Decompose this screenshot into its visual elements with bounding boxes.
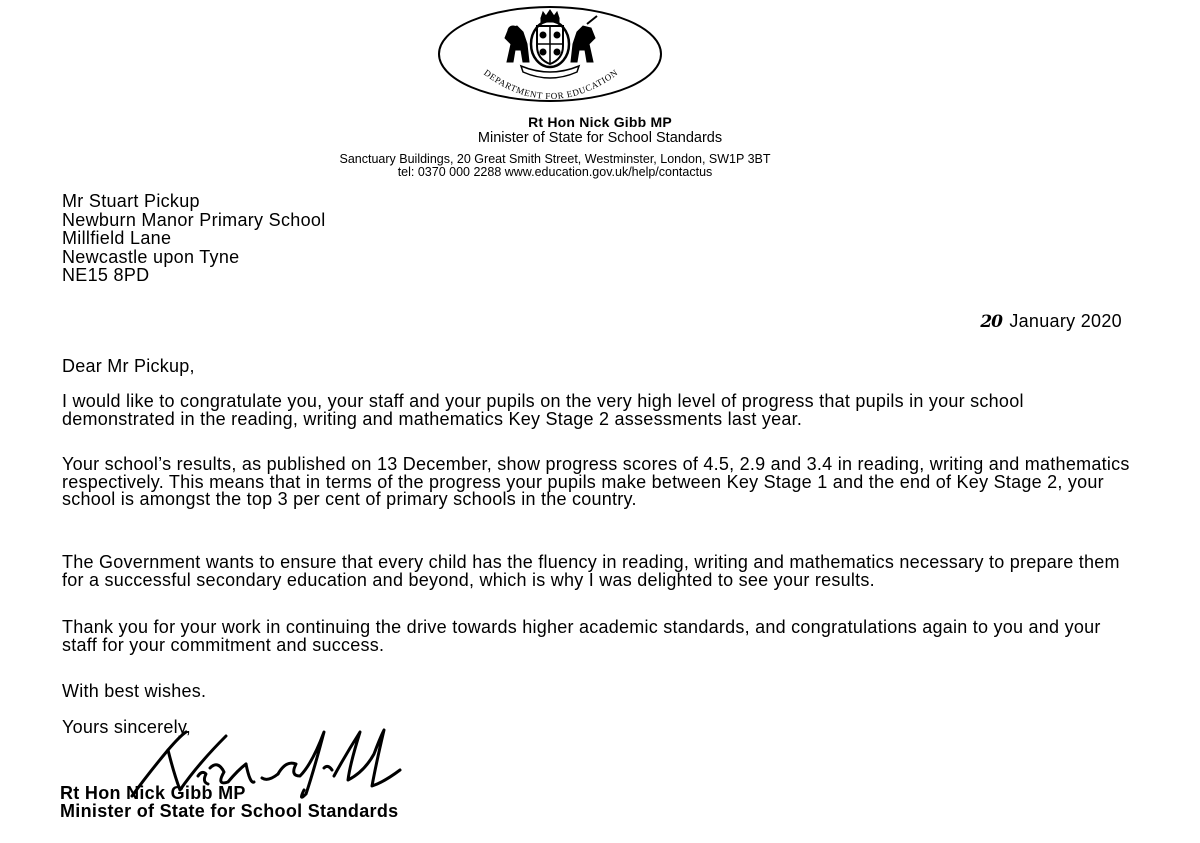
letter-date xyxy=(980,311,1122,332)
letterhead-contact-line: tel: 0370 000 2288 www.education.gov.uk/help/contactus xyxy=(397,165,713,179)
signature-role: Minister of State for School Standards xyxy=(60,801,399,821)
letter-paragraph: I would like to congratulate you, your staff and your pupils on the very high level of progress that pupils in your school demonstrated in the reading, writing and mathematics Key Stage 2 assessments last year. xyxy=(62,391,1024,429)
signature-name: Rt Hon Nick Gibb MP xyxy=(60,783,246,803)
recipient-street: Millfield Lane xyxy=(62,228,172,248)
letterhead-sender-role: Minister of State for School Standards xyxy=(477,130,723,146)
recipient-postcode: NE15 8PD xyxy=(62,265,150,285)
date-day-handwritten: 20 xyxy=(980,312,1002,332)
recipient-name: Mr Stuart Pickup xyxy=(62,191,200,211)
closing: Yours sincerely, xyxy=(62,717,192,737)
best-wishes: With best wishes. xyxy=(62,681,207,701)
letterhead-sender-name: Rt Hon Nick Gibb MP xyxy=(528,114,672,130)
letter-paragraph: The Government wants to ensure that every child has the fluency in reading, writing and mathematics necessary to prepare them for a successful secondary education and beyond, which is why I was delighted to see your results. xyxy=(62,552,1120,590)
salutation: Dear Mr Pickup, xyxy=(62,356,195,376)
letter-paragraph: Thank you for your work in continuing the drive towards higher academic standards, and congratulations again to you and your staff for your commitment and success. xyxy=(62,617,1101,655)
recipient-address-block xyxy=(62,192,326,285)
logo-text: DEPARTMENT FOR EDUCATION xyxy=(482,67,620,102)
department-for-education-crest-logo xyxy=(437,4,663,112)
date-month-year: January 2020 xyxy=(1009,311,1122,331)
letterhead-address-line: Sanctuary Buildings, 20 Great Smith Street, Westminster, London, SW1P 3BT xyxy=(339,152,771,166)
letter-paragraph: Your school’s results, as published on 13 December, show progress scores of 4.5, 2.9 and 3.4 in reading, writing and mathematics respectively. This means that in terms of the progress your pupils make between Key Stage 1 and the end of Key Stage 2, your school is amongst the top 3 per cent of primary schools in the country. xyxy=(62,454,1130,509)
recipient-city: Newcastle upon Tyne xyxy=(62,246,240,267)
letterhead-address-block xyxy=(0,153,1110,179)
recipient-school: Newburn Manor Primary School xyxy=(62,209,326,230)
